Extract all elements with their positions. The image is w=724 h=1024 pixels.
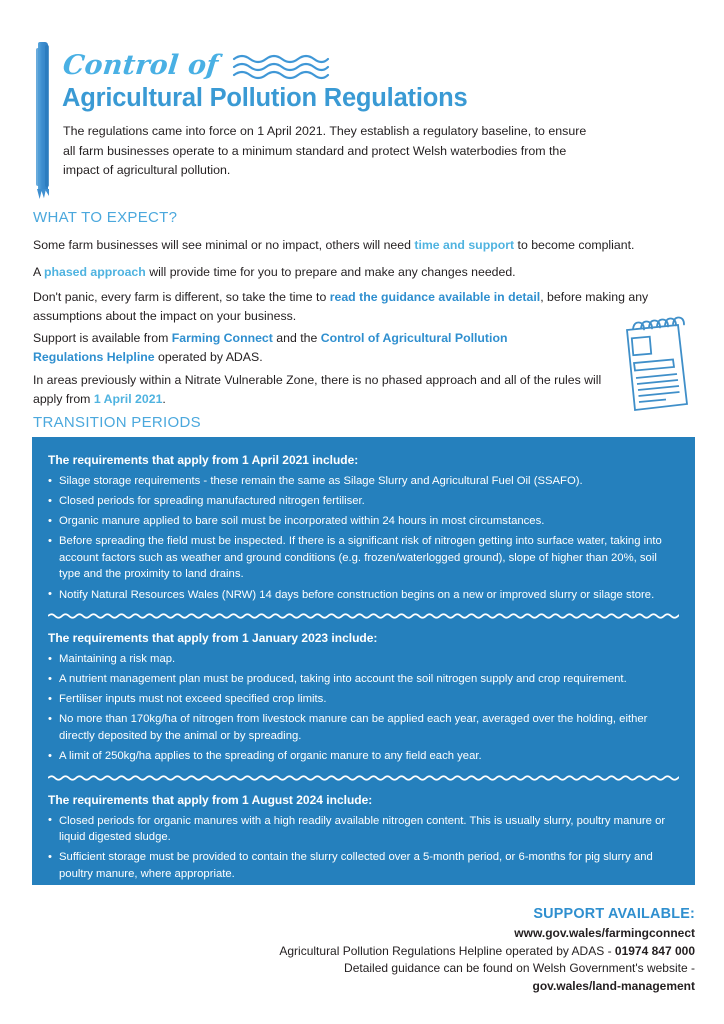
list-item: • A limit of 250kg/ha applies to the spreading of organic manure to any field each year. — [48, 748, 679, 765]
page-title: Agricultural Pollution Regulations — [62, 84, 468, 112]
footer-guidance-line: Detailed guidance can be found on Welsh Government's website - — [344, 961, 695, 975]
list-item: • Maintaining a risk map. — [48, 651, 679, 668]
footer — [175, 906, 695, 995]
p3-text-a: Don't panic, every farm is different, so take the time to — [33, 290, 330, 304]
p1-text-b: to become compliant. — [514, 238, 635, 252]
group-title: The requirements that apply from 1 April 2021 include: — [48, 453, 359, 467]
p4-text-a: Support is available from — [33, 331, 172, 345]
requirements-list — [48, 651, 679, 765]
wavy-divider — [48, 612, 679, 619]
wavy-divider — [48, 774, 679, 781]
support-available-title: SUPPORT AVAILABLE: — [533, 906, 695, 922]
transition-periods-panel — [32, 437, 695, 885]
list-item: • Sufficient storage must be provided to contain the slurry collected over a 5-month period, or 6-months for pig slurry and poultry manure, where appropriate. — [48, 849, 679, 882]
p2-text-b: will provide time for you to prepare and make any changes needed. — [145, 265, 516, 279]
footer-helpline — [175, 943, 695, 961]
paragraph-support-available — [33, 329, 573, 367]
list-item: • Fertiliser inputs must not exceed specified crop limits. — [48, 691, 679, 708]
footer-website[interactable]: www.gov.wales/farmingconnect — [514, 926, 695, 940]
paragraph-phased-approach — [33, 263, 688, 282]
brush-stroke-decoration — [35, 42, 50, 192]
list-item: • Closed periods for spreading manufactured nitrogen fertiliser. — [48, 493, 679, 510]
requirements-group-2021 — [48, 451, 679, 603]
paragraph-nitrate-vulnerable-zone — [33, 371, 613, 409]
highlight-time-and-support: time and support — [414, 238, 515, 252]
highlight-1-april-2021: 1 April 2021 — [93, 392, 163, 406]
highlight-read-the-guidance: read the guidance available in detail — [329, 290, 541, 304]
p1-text-a: Some farm businesses will see minimal or no impact, others will need — [33, 238, 415, 252]
footer-guidance-url[interactable]: gov.wales/land-management — [532, 978, 695, 993]
intro-paragraph: The regulations came into force on 1 April 2021. They establish a regulatory baseline, to ensure all farm businesses operate to a minimum standard and protect Welsh waterbodies from the impact of agricultural pollution. — [63, 124, 587, 177]
paragraph-minimal-impact — [33, 236, 688, 255]
paragraph-dont-panic — [33, 288, 688, 326]
script-control-of: Control of — [61, 50, 220, 81]
helpline-label: Agricultural Pollution Regulations Helpline operated by ADAS - — [279, 943, 615, 958]
list-item: • A nutrient management plan must be produced, taking into account the soil nitrogen supply and crop requirement. — [48, 671, 679, 688]
group-title: The requirements that apply from 1 January 2023 include: — [48, 631, 378, 646]
p4-text-c: operated by ADAS. — [154, 350, 263, 364]
highlight-regulations-helpline: Control of Agricultural Pollution Regulations Helpline — [33, 331, 508, 364]
requirements-group-2023 — [48, 629, 679, 765]
list-item: • Closed periods for organic manures with a high readily available nitrogen content. This is usually slurry, poultry manure or liquid digested sludge. — [48, 813, 679, 846]
highlight-farming-connect: Farming Connect — [171, 331, 273, 345]
list-item: • No more than 170kg/ha of nitrogen from livestock manure can be applied each year, averaged over the holding, either directly deposited by the animal or by spreading. — [48, 711, 679, 744]
list-item: • Silage storage requirements - these remain the same as Silage Slurry and Agricultural Fuel Oil (SSAFO). — [48, 473, 679, 490]
list-item: • Organic manure applied to bare soil must be incorporated within 24 hours in most circumstances. — [48, 513, 679, 530]
list-item: • Before spreading the field must be inspected. If there is a significant risk of nitrogen getting into surface water, taking into account factors such as weather and ground conditions (e.g. frozen/waterlogged ground), slope of higher than 20%, soil type and the proximity to land drains. — [48, 533, 679, 583]
p4-text-b: and the — [272, 331, 321, 345]
group-title: The requirements that apply from 1 August 2024 include: — [48, 792, 373, 807]
requirements-list — [48, 813, 679, 883]
wave-decoration-icon — [232, 51, 330, 81]
p2-text-a: A — [33, 265, 44, 279]
list-item: • Notify Natural Resources Wales (NRW) 14 days before construction begins on a new or improved slurry or silage store. — [48, 587, 679, 604]
highlight-phased-approach: phased approach — [43, 265, 146, 279]
p3-text-b: , before making any assumptions about the impact on your business. — [33, 290, 649, 323]
section-heading-what-to-expect: WHAT TO EXPECT? — [33, 209, 178, 226]
p5-text-a: In areas previously within a Nitrate Vulnerable Zone, there is no phased approach and all of the rules will apply from — [33, 373, 602, 406]
section-heading-transition-periods: TRANSITION PERIODS — [33, 414, 201, 431]
notepad-icon — [614, 316, 696, 414]
requirements-list — [48, 473, 679, 603]
helpline-number: 01974 847 000 — [614, 943, 695, 958]
p5-text-b: . — [162, 392, 166, 406]
requirements-group-2024 — [48, 791, 679, 883]
header-script-line — [63, 50, 330, 81]
